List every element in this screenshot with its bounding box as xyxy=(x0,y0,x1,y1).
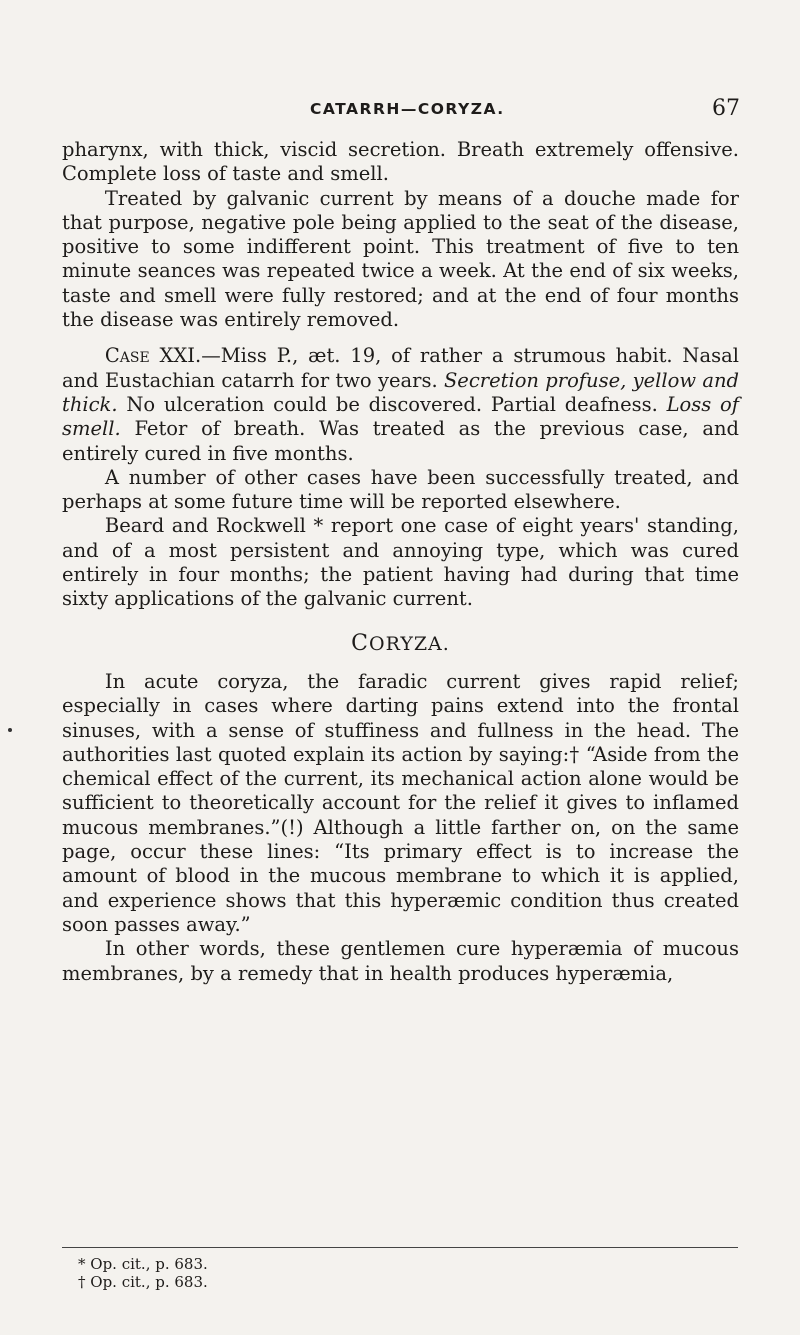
margin-mark xyxy=(8,728,12,732)
section-heading-coryza xyxy=(62,632,739,656)
footnotes xyxy=(78,1255,208,1291)
paragraph-beard-rockwell: Beard and Rockwell * report one case of eight years' standing, and of a most persistent and annoying type, which was cured entirely in four months; the patient having had during that time sixty applications of the galvanic current. xyxy=(62,514,739,611)
paragraph-other-words: In other words, these gentlemen cure hyperæmia of mucous membranes, by a remedy that in health produces hyperæmia, xyxy=(62,937,739,985)
paragraph-case-xxi xyxy=(62,344,739,465)
case-italic-secretion: Secretion profuse, yellow and thick. xyxy=(62,368,739,416)
page-header xyxy=(0,96,800,126)
heading-rest: ORYZA. xyxy=(369,632,450,655)
footnote-1: * Op. cit., p. 683. xyxy=(78,1255,208,1273)
paragraph-acute-coryza: In acute coryza, the faradic current gives rapid relief; especially in cases where darting pains extend into the frontal sinuses, with a sense of stuffiness and fullness in the head. The authorities last quoted explain its action by saying:† “Aside from the chemical effect of the current, its mechanical action alone would be sufficient to theoretically account for the relief it gives to inflamed mucous membranes.”(!) Although a little farther on, on the same page, occur these lines: “Its primary effect is to increase the amount of blood in the mucous membrane to which it is applied, and experience shows that this hyperæmic condition thus created soon passes away.” xyxy=(62,669,739,936)
footnote-2: † Op. cit., p. 683. xyxy=(78,1273,208,1291)
running-head: CATARRH—CORYZA. xyxy=(310,100,505,118)
body-text xyxy=(62,138,739,986)
case-text-start: XXI.—Miss P., æt. 19, of rather a strumous habit. Nasal and Eustachian catarrh for two years. xyxy=(62,344,739,392)
page-number: 67 xyxy=(712,96,740,121)
case-text-end: Fetor of breath. Was treated as the previous case, and entirely cured in five months. xyxy=(62,417,739,465)
case-label: Case xyxy=(104,344,150,368)
heading-initial: C xyxy=(351,630,370,656)
paragraph-treatment: Treated by galvanic current by means of a douche made for that purpose, negative pole being applied to the seat of the disease, positive to some indifferent point. This treatment of five to ten minute seances was repeated twice a week. At the end of six weeks, taste and smell were fully restored; and at the end of four months the disease was entirely removed. xyxy=(62,186,739,332)
case-italic-smell: Loss of smell. xyxy=(62,392,740,441)
case-text-mid: No ulceration could be discovered. Partial deafness. xyxy=(117,392,667,416)
paragraph-continuation: pharynx, with thick, viscid secretion. Breath extremely offensive. Complete loss of taste and smell. xyxy=(62,138,739,186)
footnote-rule xyxy=(62,1247,738,1248)
paragraph-other-cases: A number of other cases have been successfully treated, and perhaps at some future time will be reported elsewhere. xyxy=(62,465,739,514)
